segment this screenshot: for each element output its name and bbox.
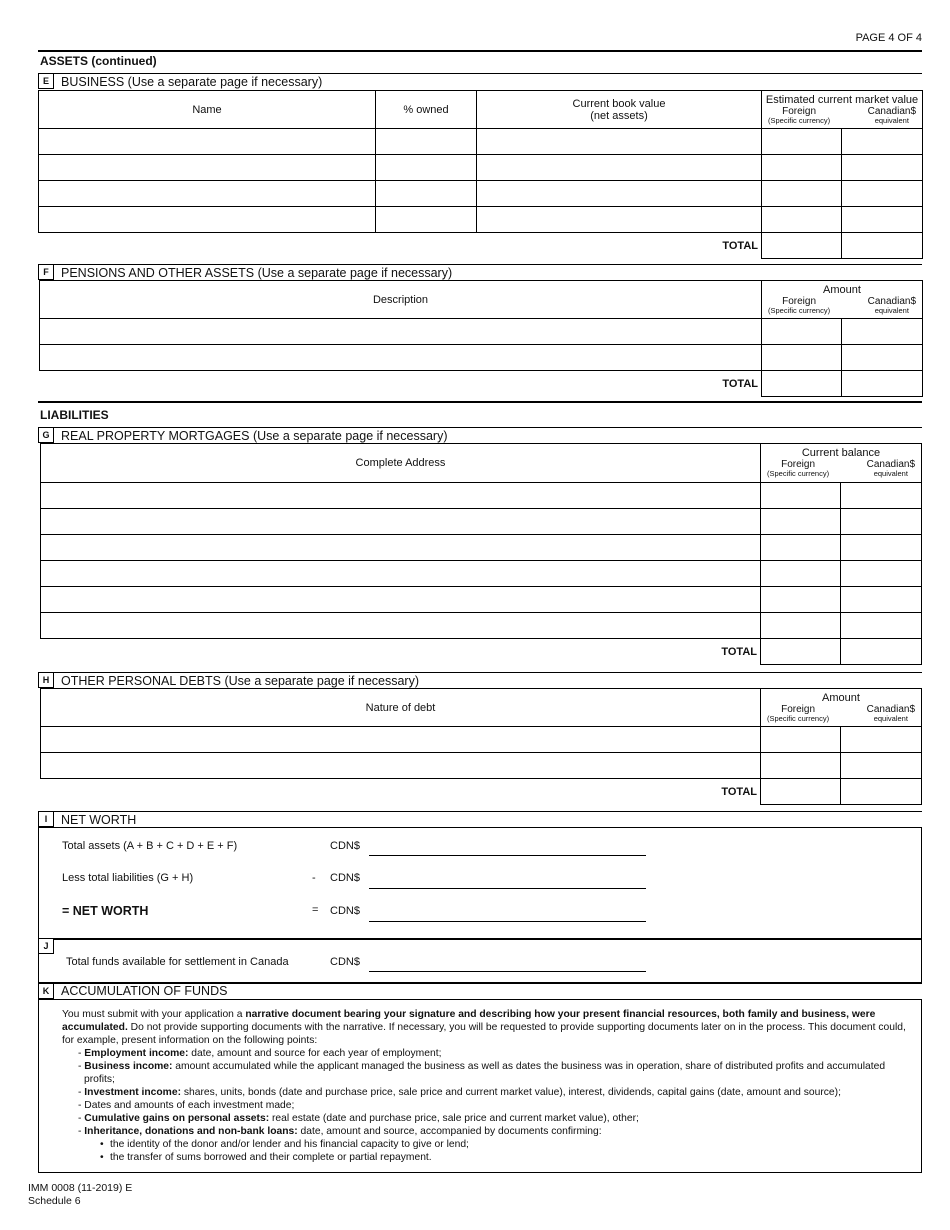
pension-foreign-input[interactable] bbox=[762, 319, 842, 345]
pension-foreign-input[interactable] bbox=[762, 345, 842, 371]
page-number: PAGE 4 OF 4 bbox=[855, 32, 922, 44]
liabilities-rule bbox=[38, 401, 922, 403]
equals-sign: = bbox=[312, 904, 319, 916]
pension-cad-input[interactable] bbox=[842, 345, 923, 371]
mortgage-cad-input[interactable] bbox=[841, 483, 922, 509]
mortgage-cad-input[interactable] bbox=[841, 587, 922, 613]
section-k-title: ACCUMULATION OF FUNDS bbox=[61, 984, 228, 998]
section-g-bar bbox=[38, 427, 922, 443]
debt-total-foreign[interactable] bbox=[761, 779, 841, 805]
col-book-value-header: Current book value (net assets) bbox=[477, 91, 762, 129]
cdn-label: CDN$ bbox=[330, 956, 360, 968]
cdn-label: CDN$ bbox=[330, 840, 360, 852]
cdn-label: CDN$ bbox=[330, 872, 360, 884]
list-item: - Cumulative gains on personal assets: real estate (date and purchase price, sale price and current market value), other; bbox=[78, 1113, 639, 1124]
pension-cad-input[interactable] bbox=[842, 319, 923, 345]
assets-rule bbox=[38, 50, 922, 52]
total-assets-label: Total assets (A + B + C + D + E + F) bbox=[62, 840, 238, 852]
cdn-label: CDN$ bbox=[330, 905, 360, 917]
mortgage-foreign-input[interactable] bbox=[761, 561, 841, 587]
mortgage-total-foreign[interactable] bbox=[761, 639, 841, 665]
business-owned-input[interactable] bbox=[376, 129, 477, 155]
accumulation-instructions bbox=[62, 1008, 908, 1164]
total-assets-input[interactable] bbox=[369, 855, 646, 856]
mortgage-address-input[interactable] bbox=[41, 561, 761, 587]
section-g-letter: G bbox=[38, 427, 54, 443]
schedule-label: Schedule 6 bbox=[28, 1195, 81, 1207]
debt-cad-input[interactable] bbox=[841, 753, 922, 779]
debt-nature-input[interactable] bbox=[41, 727, 761, 753]
section-e-bar bbox=[38, 73, 922, 89]
business-name-input[interactable] bbox=[39, 129, 376, 155]
col-nature-header: Nature of debt bbox=[41, 689, 761, 727]
liabilities-header: LIABILITIES bbox=[40, 408, 109, 422]
mortgage-address-input[interactable] bbox=[41, 483, 761, 509]
pension-total-cad[interactable] bbox=[842, 371, 923, 397]
section-j-letter: J bbox=[38, 938, 54, 954]
business-cad-input[interactable] bbox=[842, 181, 923, 207]
settlement-funds-label: Total funds available for settlement in Canada bbox=[66, 956, 289, 968]
business-total-cad[interactable] bbox=[842, 233, 923, 259]
section-e-title: BUSINESS (Use a separate page if necessary) bbox=[61, 75, 323, 89]
mortgage-address-input[interactable] bbox=[41, 613, 761, 639]
business-total-label: TOTAL bbox=[722, 239, 758, 252]
col-amount-header: Amount Foreign (Specific currency) Canadian$ equivalent bbox=[761, 689, 922, 727]
mortgage-cad-input[interactable] bbox=[841, 613, 922, 639]
business-owned-input[interactable] bbox=[376, 155, 477, 181]
business-name-input[interactable] bbox=[39, 181, 376, 207]
col-balance-header: Current balance Foreign (Specific currency) Canadian$ equivalent bbox=[761, 444, 922, 483]
minus-sign: - bbox=[312, 872, 316, 884]
business-cad-input[interactable] bbox=[842, 207, 923, 233]
business-cad-input[interactable] bbox=[842, 155, 923, 181]
col-amount-header: Amount Foreign (Specific currency) Canadian$ equivalent bbox=[762, 281, 923, 319]
section-k-letter: K bbox=[38, 983, 54, 999]
business-name-input[interactable] bbox=[39, 207, 376, 233]
section-f-title: PENSIONS AND OTHER ASSETS (Use a separate page if necessary) bbox=[61, 266, 453, 280]
section-h-bar bbox=[38, 672, 922, 688]
business-foreign-input[interactable] bbox=[762, 207, 842, 233]
section-h-letter: H bbox=[38, 672, 54, 688]
mortgage-foreign-input[interactable] bbox=[761, 483, 841, 509]
debt-total-label: TOTAL bbox=[721, 785, 757, 798]
bullet-item: • the transfer of sums borrowed and their complete or partial repayment. bbox=[72, 1151, 908, 1164]
business-book-input[interactable] bbox=[477, 181, 762, 207]
mortgage-total-cad[interactable] bbox=[841, 639, 922, 665]
business-foreign-input[interactable] bbox=[762, 181, 842, 207]
business-table bbox=[38, 90, 923, 259]
net-worth-label: = NET WORTH bbox=[62, 904, 149, 918]
mortgage-address-input[interactable] bbox=[41, 509, 761, 535]
col-owned-header: % owned bbox=[376, 91, 477, 129]
net-worth-input[interactable] bbox=[369, 921, 646, 922]
business-total-foreign[interactable] bbox=[762, 233, 842, 259]
section-k-bar bbox=[38, 983, 922, 999]
business-name-input[interactable] bbox=[39, 155, 376, 181]
pension-desc-input[interactable] bbox=[40, 319, 762, 345]
bullet-item: • the identity of the donor and/or lender and his financial capacity to give or lend; bbox=[72, 1138, 908, 1151]
section-i-bar bbox=[38, 811, 922, 827]
business-book-input[interactable] bbox=[477, 207, 762, 233]
section-f-bar bbox=[38, 264, 922, 280]
debt-total-cad[interactable] bbox=[841, 779, 922, 805]
list-item: - Business income: amount accumulated while the applicant managed the business as well as dates the business was in operation, share of distributed profits and accumulated profits; bbox=[78, 1061, 886, 1085]
debt-foreign-input[interactable] bbox=[761, 753, 841, 779]
mortgage-address-input[interactable] bbox=[41, 587, 761, 613]
col-name-header: Name bbox=[39, 91, 376, 129]
debt-cad-input[interactable] bbox=[841, 727, 922, 753]
form-footer bbox=[28, 1182, 132, 1208]
mortgage-cad-input[interactable] bbox=[841, 509, 922, 535]
col-market-value-header: Estimated current market value Foreign (Specific currency) Canadian$ equivalent bbox=[762, 91, 923, 129]
section-e-letter: E bbox=[38, 73, 54, 89]
list-item: - Dates and amounts of each investment made; bbox=[78, 1100, 295, 1111]
business-cad-input[interactable] bbox=[842, 129, 923, 155]
business-book-input[interactable] bbox=[477, 155, 762, 181]
debts-table bbox=[40, 688, 922, 805]
section-i-letter: I bbox=[38, 811, 54, 827]
list-item: - Investment income: shares, units, bonds (date and purchase price, sale price and current market value), interest, dividends, capital gains (date, amount and source); bbox=[78, 1087, 841, 1098]
business-owned-input[interactable] bbox=[376, 181, 477, 207]
pensions-table bbox=[39, 280, 923, 397]
pension-total-foreign[interactable] bbox=[762, 371, 842, 397]
less-liabilities-label: Less total liabilities (G + H) bbox=[62, 872, 194, 884]
mortgage-cad-input[interactable] bbox=[841, 561, 922, 587]
mortgage-address-input[interactable] bbox=[41, 535, 761, 561]
mortgage-foreign-input[interactable] bbox=[761, 509, 841, 535]
list-item: - Employment income: date, amount and source for each year of employment; bbox=[78, 1048, 442, 1059]
debt-nature-input[interactable] bbox=[41, 753, 761, 779]
debt-foreign-input[interactable] bbox=[761, 727, 841, 753]
business-foreign-input[interactable] bbox=[762, 129, 842, 155]
section-f-letter: F bbox=[38, 264, 54, 280]
form-id: IMM 0008 (11-2019) E bbox=[28, 1182, 133, 1194]
mortgage-foreign-input[interactable] bbox=[761, 587, 841, 613]
section-h-title: OTHER PERSONAL DEBTS (Use a separate page if necessary) bbox=[61, 674, 420, 688]
settlement-funds-input[interactable] bbox=[369, 971, 646, 972]
assets-header: ASSETS (continued) bbox=[40, 54, 157, 68]
mortgage-total-label: TOTAL bbox=[721, 645, 757, 658]
business-foreign-input[interactable] bbox=[762, 155, 842, 181]
col-description-header: Description bbox=[40, 281, 762, 319]
mortgages-table bbox=[40, 443, 922, 665]
pension-total-label: TOTAL bbox=[722, 377, 758, 390]
mortgage-foreign-input[interactable] bbox=[761, 613, 841, 639]
mortgage-cad-input[interactable] bbox=[841, 535, 922, 561]
section-g-title: REAL PROPERTY MORTGAGES (Use a separate page if necessary) bbox=[61, 429, 448, 443]
section-i-title: NET WORTH bbox=[61, 813, 137, 827]
intro-paragraph: You must submit with your application a narrative document bearing your signature and describing how your present financial resources, both family and business, were accumulated. Do not provide supporting documents with the narrative. If necessary, you will be requested to provide supporting documents later on in the process. This document could, for example, present information on the following points: bbox=[62, 1009, 906, 1046]
col-address-header: Complete Address bbox=[41, 444, 761, 483]
pension-desc-input[interactable] bbox=[40, 345, 762, 371]
liabilities-input[interactable] bbox=[369, 888, 646, 889]
income-list bbox=[62, 1047, 908, 1164]
business-book-input[interactable] bbox=[477, 129, 762, 155]
list-item: - Inheritance, donations and non-bank loans: date, amount and source, accompanied by documents confirming: bbox=[78, 1126, 602, 1137]
business-owned-input[interactable] bbox=[376, 207, 477, 233]
mortgage-foreign-input[interactable] bbox=[761, 535, 841, 561]
